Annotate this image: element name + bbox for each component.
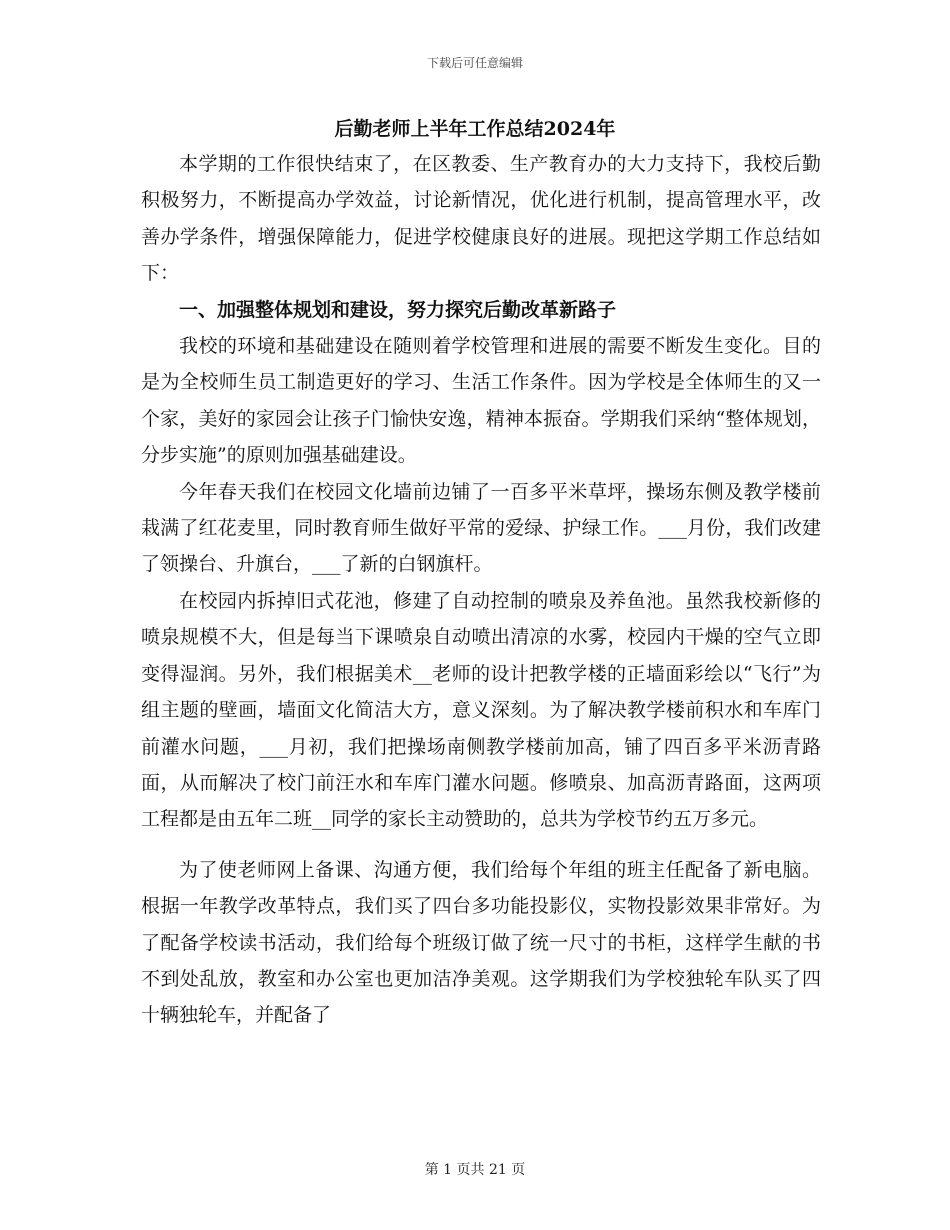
page-footer: 第 1 页共 21 页 [424, 1162, 526, 1178]
page-header: 下载后可任意编辑 [426, 56, 523, 70]
section-heading: 一、加强整体规划和建设，努力探究后勤改革新路子 [179, 298, 617, 321]
paragraph-greening: 今年春天我们在校园文化墙前边铺了一百多平米草坪，操场东侧及教学楼前栽满了红花麦里，同时教育师生做好平常的爱绿、护绿工作。___月份，我们改建了领操台、升旗台，___了新的白钢旗杆。 [141, 480, 821, 576]
paragraph-infrastructure: 我校的环境和基础建设在随则着学校管理和进展的需要不断发生变化。目的是为全校师生员工制造更好的学习、生活工作条件。因为学校是全体师生的又一个家，美好的家园会让孩子门愉快安逸，精神本振奋。学期我们采纳“整体规划，分步实施”的原则加强基础建设。 [141, 335, 821, 467]
paragraph-fountain: 在校园内拆掉旧式花池，修建了自动控制的喷泉及养鱼池。虽然我校新修的喷泉规模不大，但是每当下课喷泉自动喷出清凉的水雾，校园内干燥的空气立即变得湿润。另外，我们根据美术__老师的设计把教学楼的正墙面彩绘以“飞行”为组主题的壁画，墙面文化简洁大方，意义深刻。为了解决教学楼前积水和车库门前灌水问题，___月初，我们把操场南侧教学楼前加高，铺了四百多平米沥青路面，从而解决了校门前汪水和车库门灌水问题。修喷泉、加高沥青路面，这两项工程都是由五年二班__同学的家长主动赞助的，总共为学校节约五万多元。 [141, 589, 821, 831]
paragraph-intro: 本学期的工作很快结束了，在区教委、生产教育办的大力支持下，我校后勤积极努力，不断提高办学效益，讨论新情况，优化进行机制，提高管理水平，改善办学条件，增强保障能力，促进学校健康良好的进展。现把这学期工作总结如下： [141, 153, 821, 285]
document-title: 后勤老师上半年工作总结2024年 [334, 118, 616, 140]
paragraph-equipment: 为了使老师网上备课、沟通方便，我们给每个年组的班主任配备了新电脑。根据一年教学改革特点，我们买了四台多功能投影仪，实物投影效果非常好。为了配备学校读书活动，我们给每个班级订做了统一尺寸的书柜，这样学生献的书不到处乱放，教室和办公室也更加洁净美观。这学期我们为学校独轮车队买了四十辆独轮车，并配备了 [141, 858, 821, 1027]
document-body [141, 146, 821, 1034]
